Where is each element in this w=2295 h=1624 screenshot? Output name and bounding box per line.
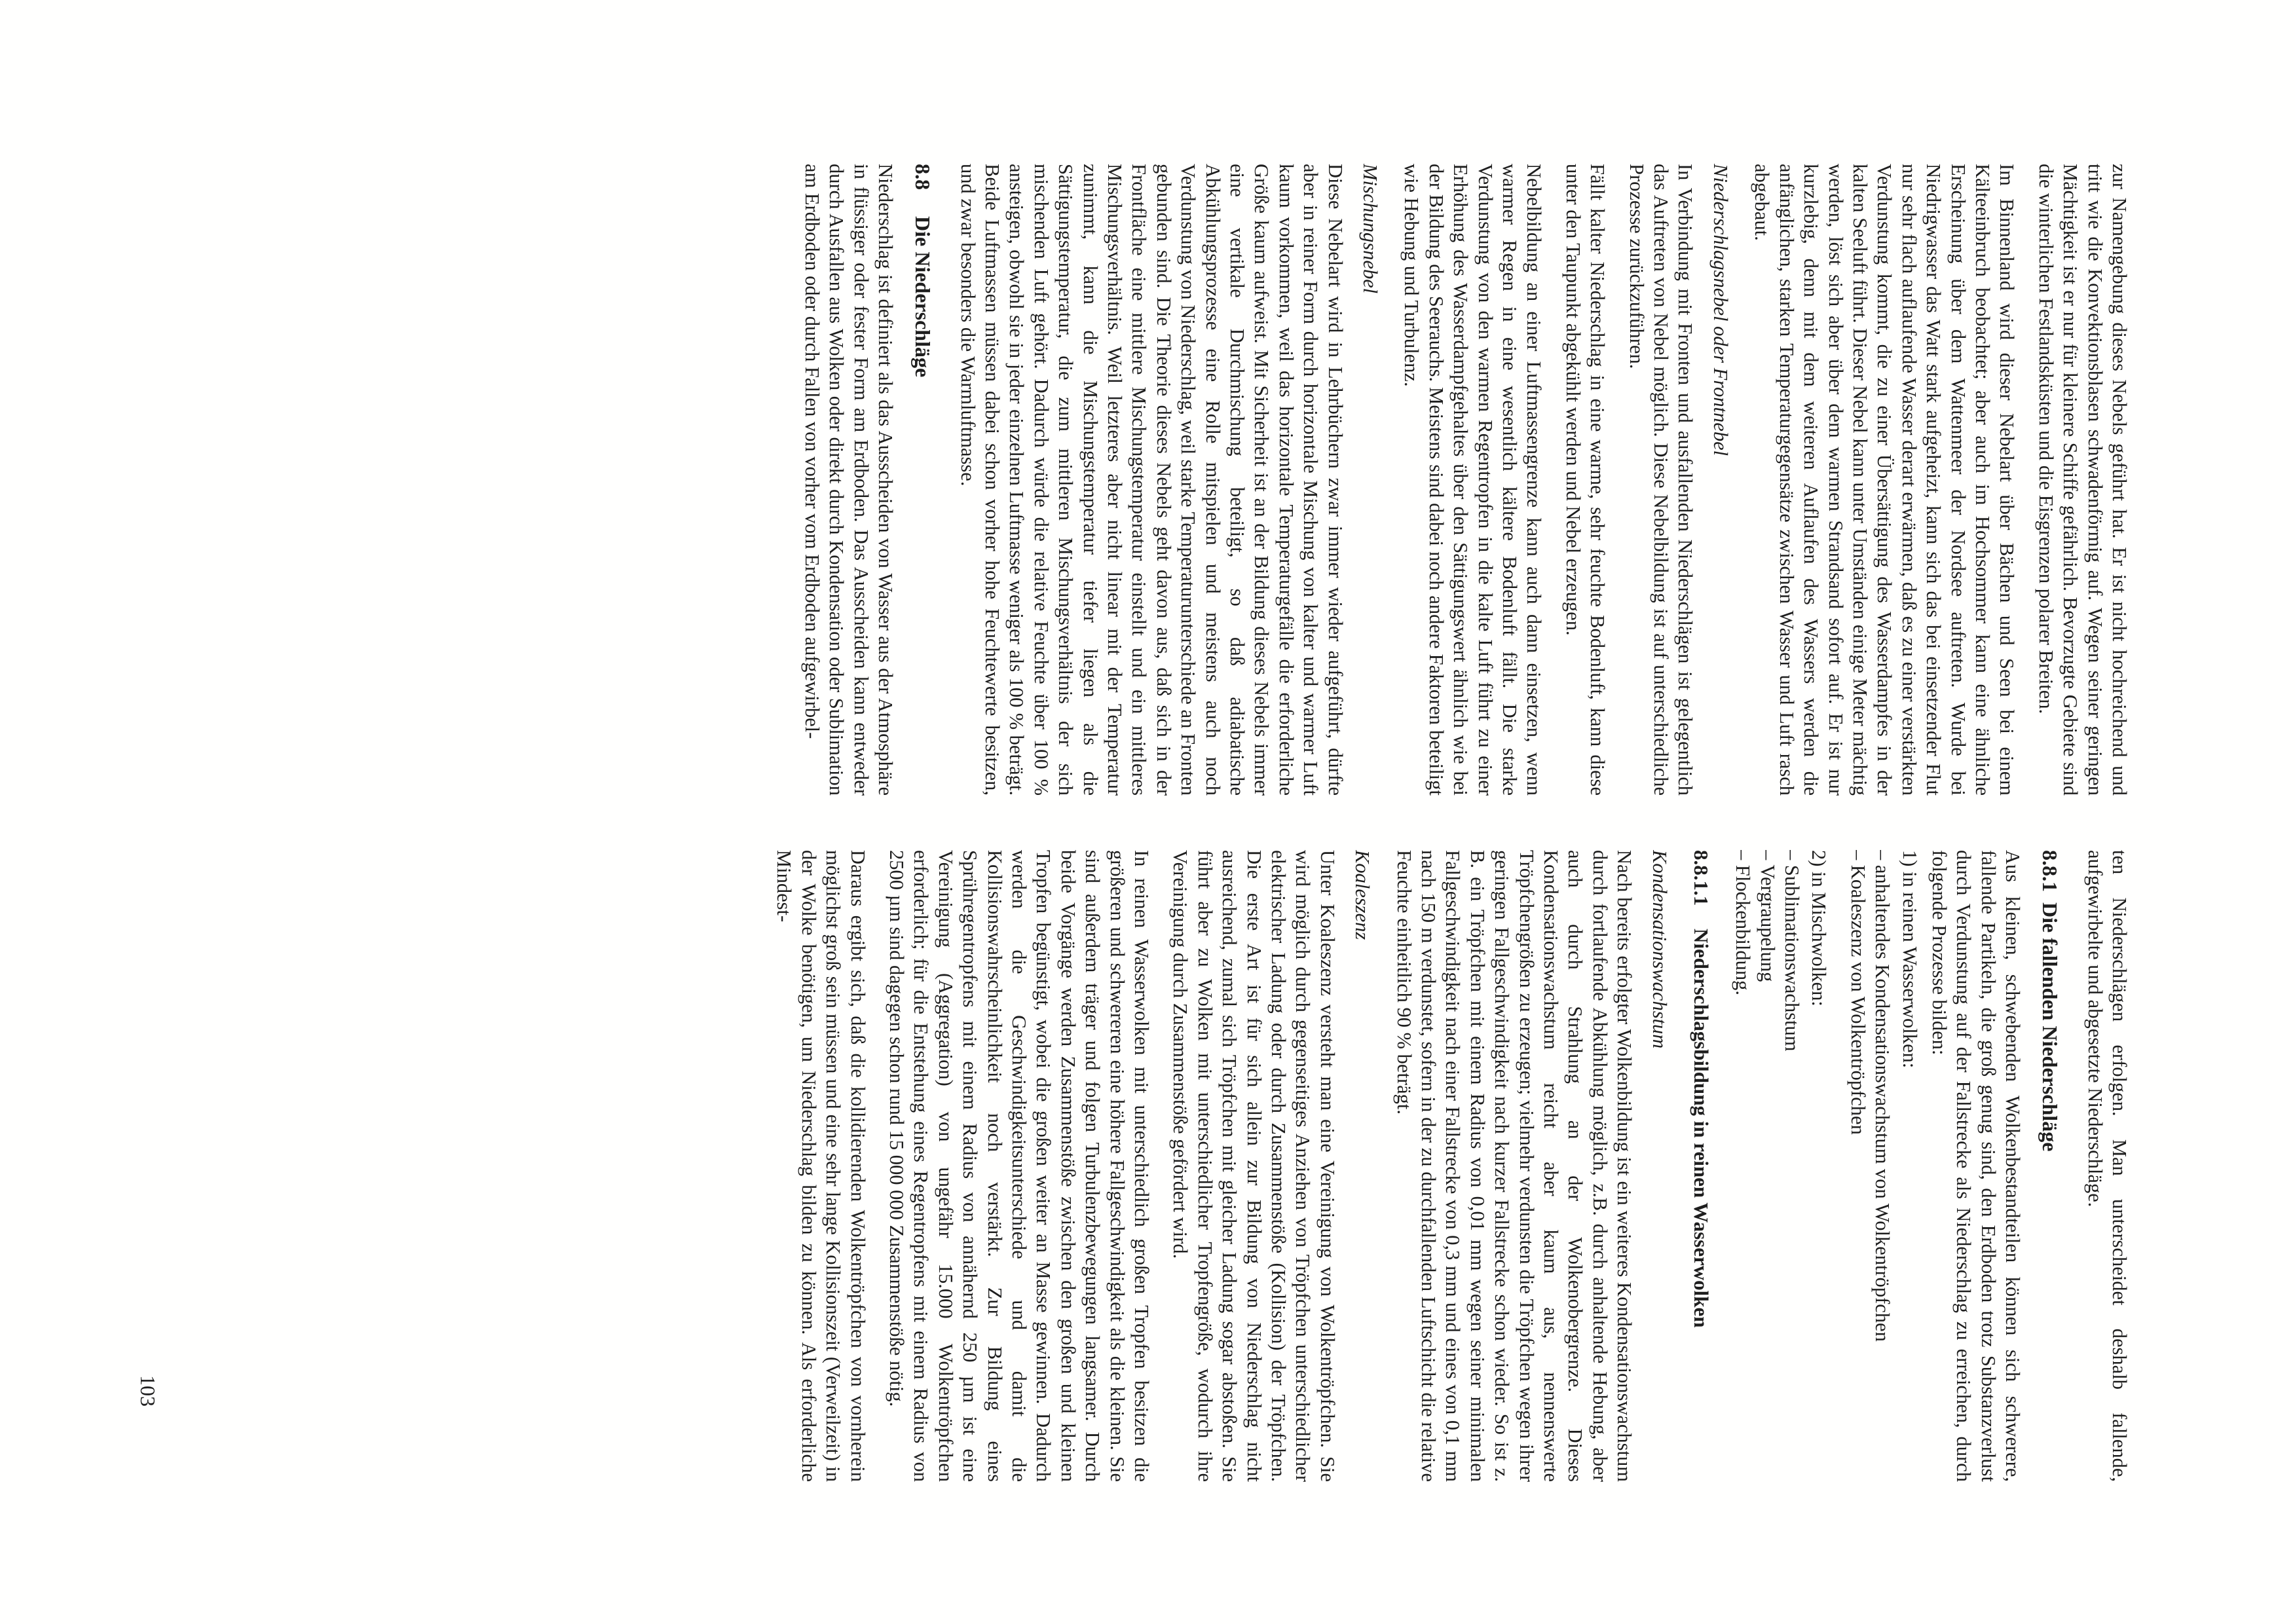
list-item: – Vergraupelung bbox=[1755, 850, 1779, 1482]
list-item: – anhaltendes Kondensationswachstum von Wolkentröpfchen bbox=[1870, 850, 1894, 1482]
process-list-b bbox=[1730, 850, 1804, 1482]
paragraph: In reinen Wasserwolken mit unterschiedlich großen Tropfen besitzen die größeren und schwereren eine höhere Fallgeschwindigkeit als die kleinen. Sie sind außerdem träger und folgen Turbulenzbewegungen langsamer. Durch beide Vorgänge werden Zusammenstöße zwischen den großen und kleinen Tropfen begünstigt, wobei die großen weiter an Masse gewinnen. Dadurch werden die Geschwindigkeitsunterschiede und damit die Kollisionswahrscheinlichkeit noch verstärkt. Zur Bildung eines Sprühregentropfens mit einem Radius von annähernd 250 µm ist eine Vereinigung (Aggregation) von ungefähr 15.000 Wolkentröpfchen erforderlich; für die Entstehung eines Regentropfens mit einem Radius von 2500 µm sind dagegen schon rund 15 000 000 Zusammenstöße nötig. bbox=[885, 850, 1153, 1482]
list-item: – Koaleszenz von Wolkentröpfchen bbox=[1845, 850, 1869, 1482]
section-title: Die Niederschläge bbox=[911, 216, 935, 378]
list-item: – Sublimationswachstum bbox=[1780, 850, 1804, 1482]
paragraph: zur Namengebung dieses Nebels geführt hat. Er ist nicht hochreichend und tritt wie die Konvektionsblasen schwadenförmig auf. Wegen seiner geringen Mächtigkeit ist er nur für kleinere Schiffe gefährlich. Bevorzugte Gebiete sind die winterlichen Festlandsküsten und die Eisgrenzen polarer Breiten. bbox=[2034, 164, 2131, 796]
section-number: 8.8.1.1 bbox=[1689, 850, 1713, 906]
section-number: 8.8 bbox=[911, 164, 935, 190]
subheading-mischungsnebel: Mischungsnebel bbox=[1359, 164, 1382, 294]
section-heading-8-8-1-1 bbox=[1689, 850, 1713, 1482]
subheading-niederschlagsnebel: Niederschlagsnebel oder Frontnebel bbox=[1709, 164, 1732, 456]
paragraph: Fällt kalter Niederschlag in eine warme, sehr feuchte Bodenluft, kann diese unter den Taupunkt abgekühlt werden und Nebel erzeugen. bbox=[1561, 164, 1609, 796]
paragraph: Niederschlag ist definiert als das Ausscheiden von Wasser aus der Atmosphäre in flüssiger oder fester Form am Erdboden. Das Ausscheiden kann entweder durch Ausfallen aus Wolken oder direkt durch Kondensation oder Sublimation am Erdboden oder durch Fallen von vorher vom Erdboden aufgewirbel- bbox=[800, 164, 897, 796]
section-title: Die fallenden Niederschläge bbox=[2038, 902, 2062, 1152]
page-number: 103 bbox=[136, 1375, 160, 1407]
paragraph: Unter Koaleszenz versteht man eine Vereinigung von Wolkentröpfchen. Sie wird möglich durch gegenseitiges Anziehen von Tröpfchen unterschiedlicher elektrischer Ladung oder durch Zusammenstöße (Kollision) der Tröpfchen. Die erste Art ist für sich allein zur Bildung von Niederschlag nicht ausreichend, zumal sich Tröpfchen mit gleicher Ladung sogar abstoßen. Sie führt aber zu Wolken mit unterschiedlicher Tropfengröße, wodurch ihre Vereinigung durch Zusammenstöße gefördert wird. bbox=[1169, 850, 1339, 1482]
paragraph: Diese Nebelart wird in Lehrbüchern zwar immer wieder aufgeführt, dürfte aber in reiner Form durch horizontale Mischung von kalter und warmer Luft kaum vorkommen, weil das horizontale Temperaturgefälle die erforderliche Größe kaum aufweist. Mit Sicherheit ist an der Bildung dieses Nebels immer eine vertikale Durchmischung beteiligt, so daß adiabatische Abkühlungsprozesse eine Rolle mitspielen und meistens auch noch Verdunstung von Niederschlag, weil starke Temperaturunterschiede an Fronten gebunden sind. Die Theorie dieses Nebels geht davon aus, daß sich in der Frontfläche eine mittlere Mischungstemperatur einstellt und ein mittleres Mischungsverhältnis. Weil letzteres aber nicht linear mit der Temperatur zunimmt, kann die Mischungstemperatur tiefer liegen als die Sättigungstemperatur, die zum mittleren Mischungsverhältnis der sich mischenden Luft gehört. Dadurch würde die relative Feuchte über 100 % ansteigen, obwohl sie in jeder einzelnen Luftmasse weniger als 100 % beträgt. Beide Luftmassen müssen dabei schon vorher hohe Feuchtewerte besitzen, und zwar besonders die Warmluftmasse. bbox=[956, 164, 1347, 796]
section-heading-8-8 bbox=[910, 164, 935, 796]
paragraph: Aus kleinen, schwebenden Wolkenbestandteilen können sich schwerere, fallende Partikeln, die groß genug sind, den Erdboden trotz Substanzverlust durch Verdunstung auf der Fallstrecke als Niederschlag zu erreichen, durch folgende Prozesse bilden: bbox=[1928, 850, 2024, 1482]
process-list-a bbox=[1845, 850, 1894, 1482]
subheading-kondensationswachstum: Kondensationswachstum bbox=[1648, 850, 1671, 1049]
section-title: Niederschlagsbildung in reinen Wasserwolken bbox=[1689, 929, 1713, 1328]
section-heading-8-8-1 bbox=[2038, 850, 2062, 1482]
paragraph: ten Niederschlägen erfolgen. Man unterscheidet deshalb fallende, aufgewirbelte und abgesetzte Niederschläge. bbox=[2083, 850, 2131, 1482]
list-label: 2) in Mischwolken: bbox=[1808, 850, 1831, 1006]
section-number: 8.8.1 bbox=[2038, 850, 2062, 892]
text-column-left bbox=[199, 164, 2131, 796]
list-label: 1) in reinen Wasserwolken: bbox=[1898, 850, 1921, 1069]
paragraph: Nebelbildung an einer Luftmassengrenze kann auch dann einsetzen, wenn warmer Regen in eine wesentlich kältere Bodenluft fällt. Die starke Verdunstung von den warmen Regentropfen in die kalte Luft führt zu einer Erhöhung des Wasserdampfgehaltes über den Sättigungswert ähnlich wie bei der Bildung des Seerauchs. Meistens sind dabei noch andere Faktoren beteiligt wie Hebung und Turbulenz. bbox=[1400, 164, 1546, 796]
list-item: – Flockenbildung. bbox=[1730, 850, 1755, 1482]
text-column-right bbox=[199, 850, 2131, 1482]
paragraph: Daraus ergibt sich, daß die kollidierenden Wolkentröpfchen von vornherein möglichst groß sein müssen und eine sehr lange Kollisionszeit (Verweilzeit) in der Wolke benötigen, um Niederschlag bilden zu können. Als erforderliche Mindest- bbox=[773, 850, 869, 1482]
paragraph: In Verbindung mit Fronten und ausfallenden Niederschlägen ist gelegentlich das Auftreten von Nebel möglich. Diese Nebelbildung ist auf unterschiedliche Prozesse zurückzuführen. bbox=[1625, 164, 1697, 796]
paragraph: Nach bereits erfolgter Wolkenbildung ist ein weiteres Kondensationswachstum durch fortlaufende Abkühlung möglich, z.B. durch anhaltende Hebung, aber auch durch Strahlung an der Wolkenobergrenze. Dieses Kondensationswachstum reicht aber kaum aus, nennenswerte Tröpfchengrößen zu erzeugen; vielmehr verdunsten die Tröpfchen wegen ihrer geringen Fallgeschwindigkeit nach kurzer Fallstrecke schon wieder. So ist z. B. ein Tröpfchen mit einem Radius von 0,01 mm wegen seiner minimalen Fallgeschwindigkeit nach einer Fallstrecke von 0,3 mm und eines von 0,1 mm nach 150 m verdunstet, sofern in der zu durchfallenden Luftschicht die relative Feuchte einheitlich 90 % beträgt. bbox=[1392, 850, 1636, 1482]
paragraph: Im Binnenland wird dieser Nebelart über Bächen und Seen bei einem Kälteeinbruch beobachtet; aber auch im Hochsommer kann eine ähnliche Erscheinung über dem Wattenmeer der Nordsee auftreten. Wurde bei Niedrigwasser das Watt stark aufgeheizt, kann sich das bei einsetzender Flut nur sehr flach auflaufende Wasser derart erwärmen, daß es zu einer verstärkten Verdunstung kommt, die zu einer Übersättigung des Wasserdampfes in der kalten Seeluft führt. Dieser Nebel kann unter Umständen einige Meter mächtig werden, löst sich aber über dem warmen Strandsand sofort auf. Er ist nur kurzlebig, denn mit dem weiteren Auflaufen des Wassers werden die anfänglichen, starken Temperaturgegensätze zwischen Wasser und Luft rasch abgebaut. bbox=[1751, 164, 2019, 796]
subheading-koaleszenz: Koaleszenz bbox=[1351, 850, 1374, 940]
